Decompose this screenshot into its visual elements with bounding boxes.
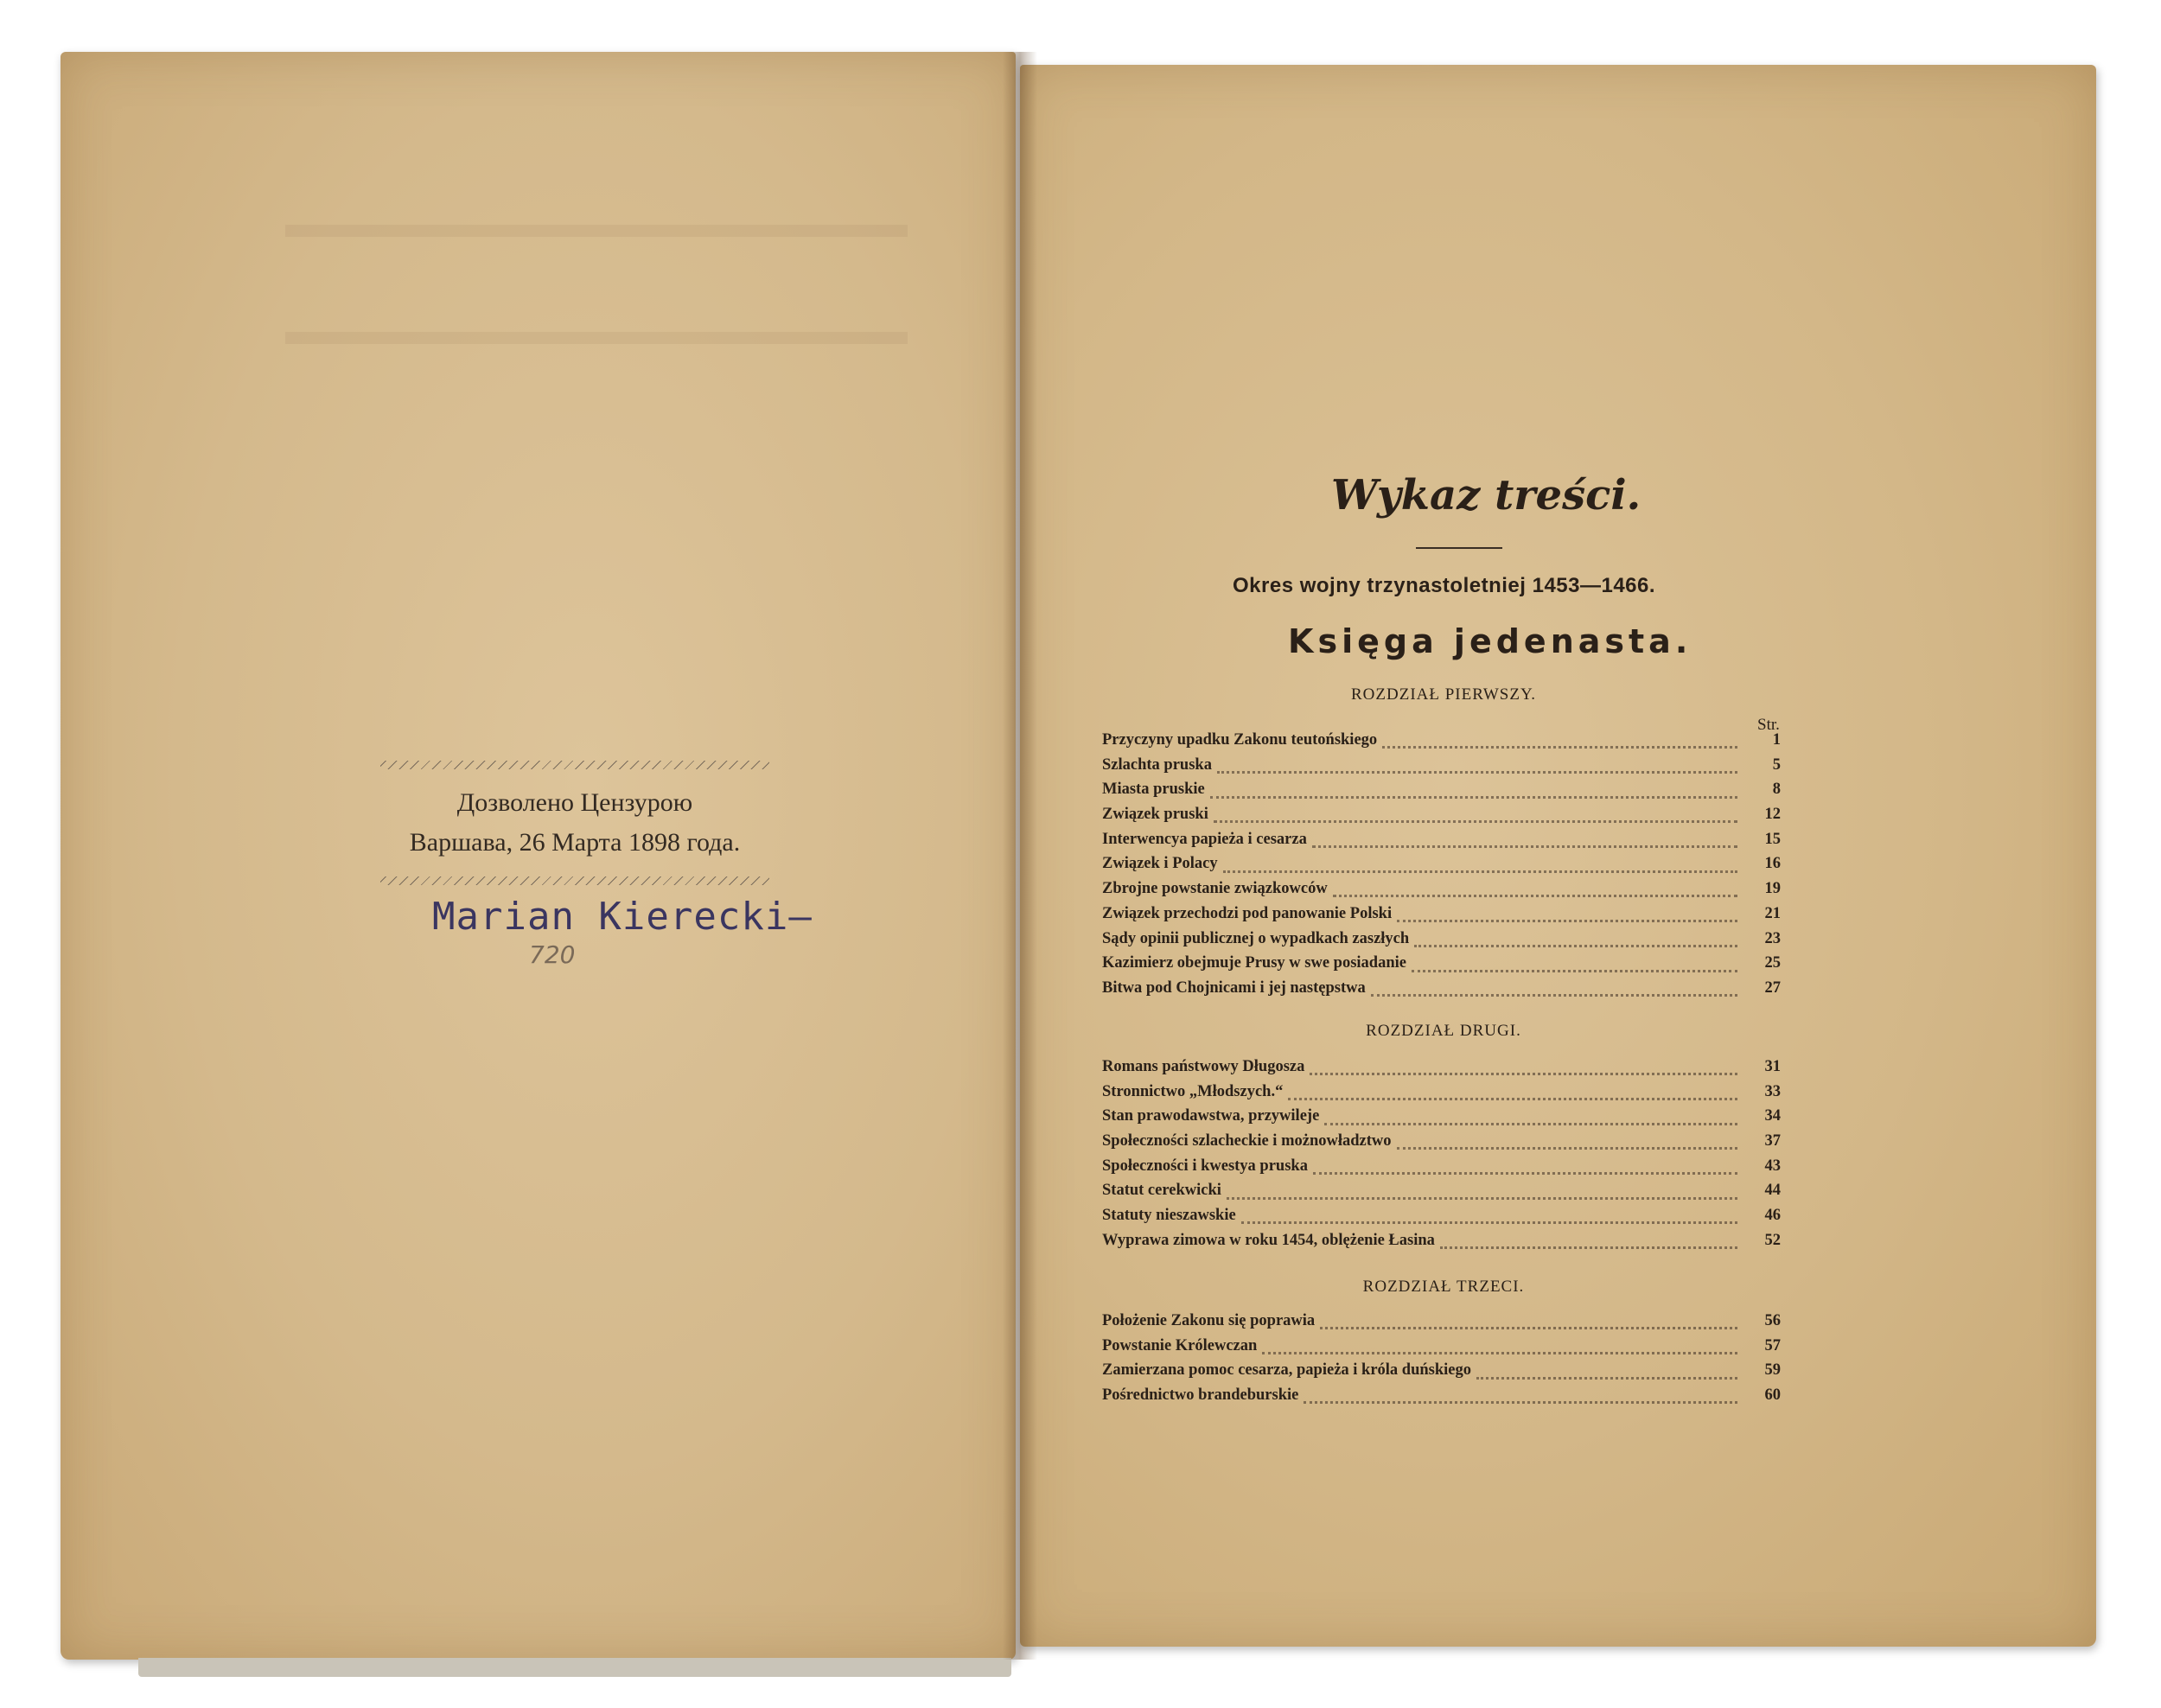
title-rule	[1416, 547, 1502, 549]
show-through-ghost	[285, 225, 908, 344]
book-spine-shadow	[1003, 52, 1037, 1660]
toc-entry-page: 1	[1772, 731, 1781, 749]
toc-leader-dots	[1304, 1400, 1737, 1404]
toc-leader-dots	[1217, 770, 1737, 774]
toc-entry-page: 37	[1764, 1132, 1781, 1150]
toc-entry	[1102, 1361, 1781, 1386]
toc-entry-title: Pośrednictwo brandeburskie	[1102, 1386, 1299, 1405]
toc-entry	[1102, 1337, 1781, 1362]
toc-entry-title: Zamierzana pomoc cesarza, papieża i króla duńskiego	[1102, 1361, 1472, 1380]
toc-entry-title: Stan prawodawstwa, przywileje	[1102, 1107, 1320, 1125]
toc-entry	[1102, 1386, 1781, 1412]
book-heading: Księga jedenasta.	[1288, 622, 1692, 660]
toc-entry	[1102, 1083, 1781, 1108]
toc-entry-page: 34	[1764, 1107, 1781, 1125]
toc-entry-page: 27	[1764, 978, 1781, 997]
toc-entry-page: 15	[1764, 830, 1781, 848]
chapter-3-entries	[1102, 1312, 1781, 1412]
toc-entry	[1102, 1107, 1781, 1132]
page-title: Wykaz treści.	[1331, 471, 1641, 519]
toc-leader-dots	[1397, 919, 1737, 922]
chapter-heading-3: ROZDZIAŁ TRZECI.	[1362, 1278, 1525, 1296]
period-subtitle: Okres wojny trzynastoletniej 1453—1466.	[1233, 574, 1656, 597]
pencil-note: 720	[529, 940, 576, 969]
toc-entry	[1102, 880, 1781, 905]
toc-entry	[1102, 756, 1781, 781]
toc-entry	[1102, 1232, 1781, 1257]
toc-entry-page: 59	[1764, 1361, 1781, 1380]
toc-entry-page: 5	[1772, 755, 1781, 774]
toc-entry	[1102, 1207, 1781, 1232]
toc-leader-dots	[1223, 870, 1737, 873]
toc-entry-page: 43	[1764, 1157, 1781, 1175]
toc-entry	[1102, 954, 1781, 979]
toc-entry-title: Związek przechodzi pod panowanie Polski	[1102, 904, 1393, 922]
toc-entry	[1102, 1312, 1781, 1337]
toc-leader-dots	[1382, 745, 1737, 749]
toc-entry	[1102, 806, 1781, 831]
toc-entry-page: 31	[1764, 1058, 1781, 1075]
toc-entry-page: 56	[1764, 1312, 1781, 1329]
chapter-heading-2: ROZDZIAŁ DRUGI.	[1366, 1022, 1521, 1040]
toc-entry-title: Statut cerekwicki	[1102, 1182, 1221, 1200]
toc-entry	[1102, 1157, 1781, 1182]
toc-leader-dots	[1214, 819, 1737, 823]
toc-leader-dots	[1310, 1072, 1737, 1075]
toc-entry-title: Związek i Polacy	[1102, 855, 1218, 873]
toc-leader-dots	[1288, 1097, 1737, 1100]
toc-entry-page: 16	[1764, 855, 1781, 873]
page-stack-edge	[138, 1658, 1011, 1677]
toc-leader-dots	[1262, 1351, 1737, 1354]
toc-entry-title: Statuty nieszawskie	[1102, 1207, 1236, 1225]
toc-leader-dots	[1312, 844, 1737, 848]
toc-entry-title: Związek pruski	[1102, 806, 1208, 824]
toc-entry-page: 52	[1764, 1231, 1781, 1249]
stamp-line-1: Дозволено Цензурою	[456, 788, 693, 817]
toc-leader-dots	[1313, 1171, 1737, 1175]
toc-entry	[1102, 855, 1781, 880]
toc-entry-page: 21	[1764, 904, 1781, 922]
toc-entry-page: 23	[1764, 929, 1781, 947]
chapter-heading-1: ROZDZIAŁ PIERWSZY.	[1351, 685, 1536, 704]
toc-entry-title: Społeczności i kwestya pruska	[1102, 1157, 1308, 1175]
toc-entry-page: 60	[1764, 1386, 1781, 1405]
toc-entry	[1102, 731, 1781, 756]
toc-entry-page: 8	[1772, 781, 1781, 799]
stamp-top-border	[380, 761, 769, 769]
toc-leader-dots	[1414, 944, 1737, 947]
toc-entry	[1102, 781, 1781, 806]
toc-leader-dots	[1333, 894, 1737, 897]
toc-leader-dots	[1412, 969, 1737, 972]
toc-leader-dots	[1371, 993, 1737, 997]
chapter-2-entries	[1102, 1058, 1781, 1257]
toc-leader-dots	[1397, 1146, 1738, 1150]
toc-leader-dots	[1227, 1196, 1737, 1200]
toc-entry	[1102, 1058, 1781, 1083]
toc-leader-dots	[1440, 1246, 1737, 1249]
toc-entry-title: Wyprawa zimowa w roku 1454, oblężenie Łasina	[1102, 1231, 1435, 1249]
owner-signature: Marian Kierecki—	[432, 895, 813, 939]
toc-entry-title: Szlachta pruska	[1102, 755, 1212, 774]
toc-leader-dots	[1320, 1326, 1737, 1329]
toc-entry-title: Społeczności szlacheckie i możnowładztwo	[1102, 1132, 1392, 1150]
toc-entry-title: Kazimierz obejmuje Prusy w swe posiadanie	[1102, 954, 1406, 972]
toc-entry-page: 25	[1764, 954, 1781, 972]
toc-entry-page: 19	[1764, 880, 1781, 898]
toc-leader-dots	[1476, 1376, 1737, 1380]
chapter-1-entries	[1102, 731, 1781, 1004]
toc-entry-title: Interwencya papieża i cesarza	[1102, 830, 1307, 848]
toc-entry-title: Położenie Zakonu się poprawia	[1102, 1312, 1316, 1329]
censorship-stamp	[380, 761, 769, 885]
stamp-bottom-border	[380, 876, 769, 885]
toc-entry	[1102, 930, 1781, 955]
stamp-line-2: Варшава, 26 Марта 1898 года.	[409, 828, 741, 857]
toc-entry-title: Zbrojne powstanie związkowców	[1102, 880, 1328, 898]
toc-leader-dots	[1241, 1220, 1737, 1224]
toc-entry-title: Powstanie Królewczan	[1102, 1336, 1258, 1354]
toc-entry-title: Romans państwowy Długosza	[1102, 1058, 1305, 1075]
toc-entry-title: Przyczyny upadku Zakonu teutońskiego	[1102, 731, 1378, 749]
toc-entry	[1102, 979, 1781, 1004]
toc-leader-dots	[1324, 1122, 1737, 1125]
toc-entry-title: Stronnictwo „Młodszych.“	[1102, 1082, 1284, 1100]
toc-entry-title: Miasta pruskie	[1102, 781, 1205, 799]
toc-entry-title: Sądy opinii publicznej o wypadkach zaszłych	[1102, 929, 1410, 947]
toc-entry-page: 44	[1764, 1182, 1781, 1200]
page-column-label: Str.	[1757, 716, 1780, 734]
toc-entry-title: Bitwa pod Chojnicami i jej następstwa	[1102, 978, 1366, 997]
toc-entry	[1102, 1132, 1781, 1157]
toc-entry-page: 12	[1764, 806, 1781, 824]
toc-entry-page: 57	[1764, 1336, 1781, 1354]
toc-entry-page: 33	[1764, 1082, 1781, 1100]
toc-entry	[1102, 1182, 1781, 1207]
toc-entry	[1102, 905, 1781, 930]
toc-entry	[1102, 831, 1781, 856]
toc-entry-page: 46	[1764, 1207, 1781, 1225]
toc-leader-dots	[1210, 795, 1737, 799]
